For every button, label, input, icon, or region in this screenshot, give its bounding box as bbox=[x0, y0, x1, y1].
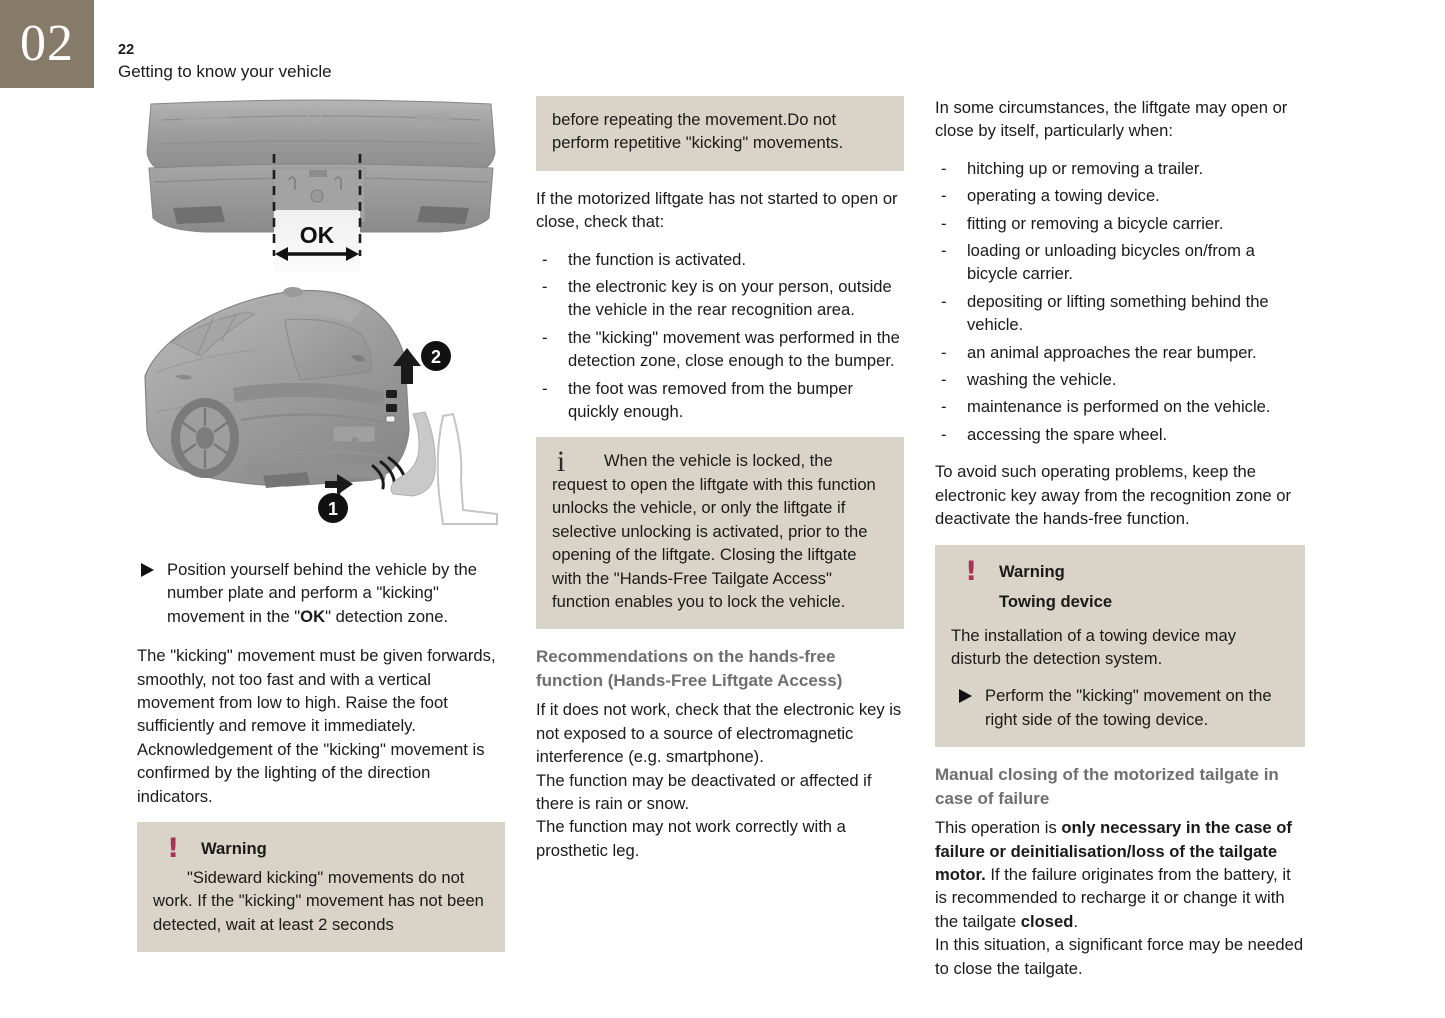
list-item: - maintenance is performed on the vehicle. bbox=[935, 395, 1305, 418]
page-number: 22 bbox=[118, 42, 135, 58]
warning-header bbox=[951, 555, 1289, 587]
svg-text:2: 2 bbox=[430, 347, 442, 367]
manual-closing-bold-1: only necessary in the case of failure or deinitialisation/loss of the tailgate motor. bbox=[935, 818, 1292, 884]
column-middle bbox=[536, 96, 904, 876]
info-box-locked-vehicle bbox=[536, 437, 904, 629]
column-right bbox=[935, 96, 1305, 994]
paragraph-recommendation-2: The function may be deactivated or affected if there is rain or snow. bbox=[536, 770, 872, 813]
chapter-number-badge: 02 bbox=[0, 0, 94, 88]
paragraph-manual-closing-1 bbox=[935, 816, 1305, 933]
warning-body: "Sideward kicking" movements do not work. If the "kicking" movement has not been detected, wait at least 2 seconds bbox=[153, 868, 484, 934]
info-body: When the vehicle is locked, the request to open the liftgate with this function unlocks the vehicle, or only the liftgate if selective unlocking is activated, prior to the opening of the liftgate. Closing the liftgate with the "Hands-Free Tailgate Access" function enables you to lock the vehicle. bbox=[552, 451, 876, 611]
page-header bbox=[118, 40, 332, 84]
warning-subtitle: Towing device bbox=[999, 591, 1113, 611]
section-heading-manual-closing: Manual closing of the motorized tailgate in case of failure bbox=[935, 765, 1279, 808]
action-text-pre: Position yourself behind the vehicle by the number plate and perform a "kicking" movement in the " bbox=[167, 560, 477, 626]
list-item: - the function is activated. bbox=[536, 248, 904, 271]
exclamation-icon: ! bbox=[167, 833, 180, 865]
warning-action-text: Perform the "kicking" movement on the right side of the towing device. bbox=[985, 686, 1272, 729]
manual-closing-post: . bbox=[1073, 911, 1078, 931]
chapter-title: Getting to know your vehicle bbox=[118, 62, 332, 81]
action-text-post: " detection zone. bbox=[325, 606, 449, 626]
warning-box-sideward-kicking bbox=[137, 822, 505, 952]
paragraph-avoid-problems: To avoid such operating problems, keep the electronic key away from the recognition zone or deactivate the hands-free function. bbox=[935, 462, 1292, 529]
list-item: - an animal approaches the rear bumper. bbox=[935, 341, 1305, 364]
list-item: - accessing the spare wheel. bbox=[935, 423, 1305, 446]
list-item: - operating a towing device. bbox=[935, 184, 1305, 207]
warning-body: The installation of a towing device may disturb the detection system. bbox=[951, 625, 1237, 668]
warning-box-continued bbox=[536, 96, 904, 171]
action-text-bold: OK bbox=[300, 606, 326, 626]
paragraph-check-intro: If the motorized liftgate has not started to open or close, check that: bbox=[536, 188, 898, 232]
warning-continued-text: before repeating the movement.Do not perform repetitive "kicking" movements. bbox=[552, 110, 844, 153]
warning-box-towing-device bbox=[935, 545, 1305, 748]
list-item: - the electronic key is on your person, outside the vehicle in the rear recognition area. bbox=[536, 275, 904, 322]
triangle-bullet-icon bbox=[141, 563, 154, 577]
action-position-yourself bbox=[137, 558, 505, 628]
paragraph-recommendation-1: If it does not work, check that the electronic key is not exposed to a source of electromagnetic interference (e.g. smartphone). bbox=[536, 700, 902, 767]
paragraph-recommendation-3: The function may not work correctly with a prosthetic leg. bbox=[536, 817, 846, 860]
warning-label: Warning bbox=[999, 561, 1065, 581]
paragraph-self-open-intro: In some circumstances, the liftgate may open or close by itself, particularly when: bbox=[935, 98, 1288, 141]
paragraph-manual-closing-2: In this situation, a significant force may be needed to close the tailgate. bbox=[935, 935, 1304, 978]
svg-text:1: 1 bbox=[327, 499, 339, 519]
list-item: - the "kicking" movement was performed in the detection zone, close enough to the bumper. bbox=[536, 326, 904, 373]
kicking-illustration-svg bbox=[137, 280, 505, 540]
manual-closing-bold-2: closed bbox=[1020, 911, 1074, 931]
warning-header bbox=[153, 833, 489, 865]
warning-action-item bbox=[951, 684, 1289, 731]
bumper-illustration-svg bbox=[137, 96, 505, 274]
list-item: - loading or unloading bicycles on/from a bicycle carrier. bbox=[935, 239, 1305, 286]
rear-bumper-detection-zone-illustration bbox=[137, 96, 505, 274]
section-heading-recommendations: Recommendations on the hands-free function (Hands-Free Liftgate Access) bbox=[536, 647, 843, 690]
list-item: - hitching up or removing a trailer. bbox=[935, 157, 1305, 180]
manual-closing-pre: This operation is bbox=[935, 818, 1062, 838]
list-item: - washing the vehicle. bbox=[935, 368, 1305, 391]
info-icon: i bbox=[556, 445, 566, 479]
exclamation-icon: ! bbox=[965, 555, 978, 587]
list-item: - fitting or removing a bicycle carrier. bbox=[935, 212, 1305, 235]
manual-closing-mid: If the failure originates from the battery, it is recommended to recharge it or change it with the tailgate bbox=[935, 864, 1291, 931]
warning-label: Warning bbox=[201, 839, 267, 859]
list-item: - the foot was removed from the bumper quickly enough. bbox=[536, 377, 904, 424]
list-self-open-situations bbox=[935, 157, 1305, 446]
kicking-movement-illustration bbox=[137, 280, 505, 540]
ok-zone-label: OK bbox=[299, 222, 335, 248]
list-item: - depositing or lifting something behind the vehicle. bbox=[935, 290, 1305, 337]
list-liftgate-checks bbox=[536, 248, 904, 424]
triangle-bullet-icon bbox=[959, 689, 972, 703]
column-left bbox=[137, 96, 505, 952]
paragraph-kicking-movement: The "kicking" movement must be given forwards, smoothly, not too fast and with a vertical movement from low to high. Raise the foot sufficiently and remove it immediately. Acknowledgement of the "kicking" movement is confirmed by the lighting of the direction indicators. bbox=[137, 646, 496, 806]
